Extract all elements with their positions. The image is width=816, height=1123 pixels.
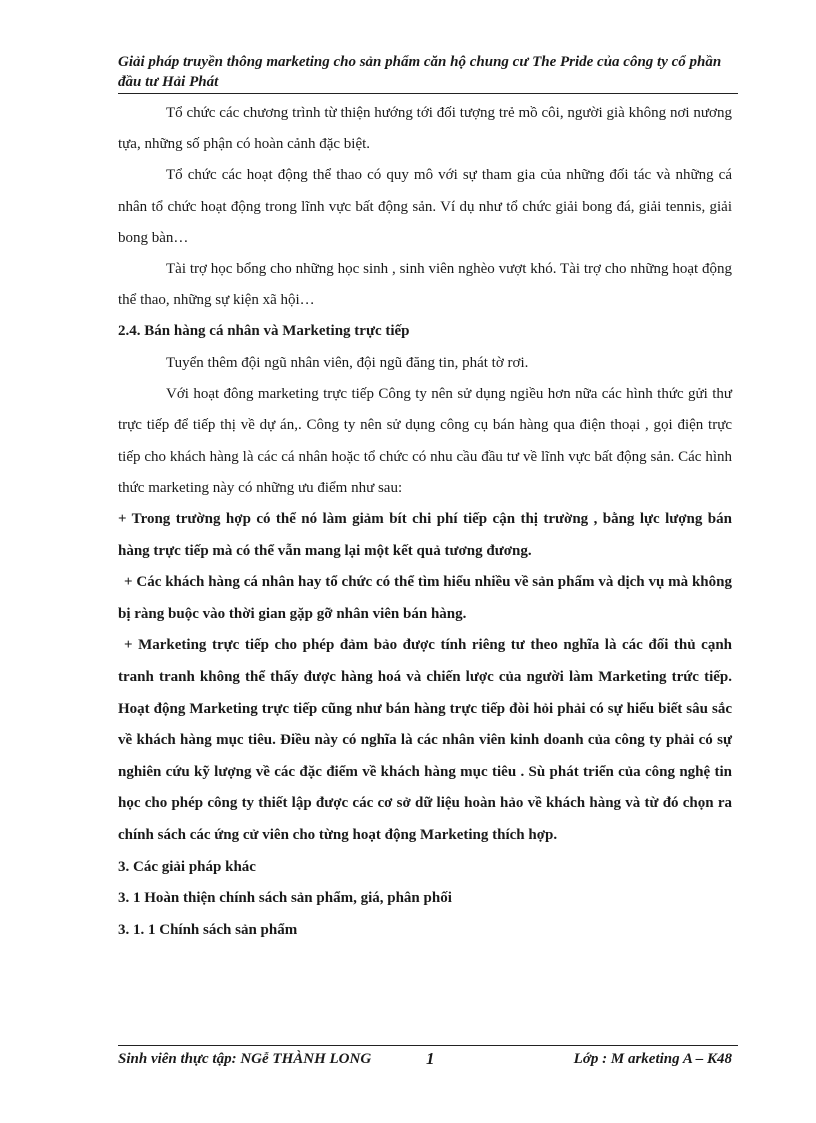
- document-title: Giải pháp truyền thông marketing cho sản phẩm căn hộ chung cư The Pride của công ty cổ phần đầu tư Hải Phát: [118, 54, 722, 90]
- paragraph-sponsorship: Tài trợ học bổng cho những học sinh , sinh viên nghèo vượt khó. Tài trợ cho những hoạt động thể thao, những sự kiện xã hội…: [118, 261, 732, 309]
- section-heading-2-4: 2.4. Bán hàng cá nhân và Marketing trực tiếp: [118, 323, 410, 340]
- paragraph-direct-marketing: Với hoạt đông marketing trực tiếp Công ty nên sử dụng ngiều hơn nữa các hình thức gửi thư trực tiếp để tiếp thị về dự án,. Công ty nên sử dụng công cụ bán hàng qua điện thoại , gọi điện trực tiếp cho khách hàng là các cá nhân hoặc tổ chức có nhu cầu đầu tư về lĩnh vực bất động sản. Các hình thức marketing này có những ưu điểm như sau:: [118, 386, 732, 496]
- footer-student-name: Sinh viên thực tập: NGễ THÀNH LONG: [118, 1051, 372, 1067]
- footer-page-number: 1: [426, 1049, 435, 1068]
- section-heading-3: 3. Các giải pháp khác: [118, 858, 256, 875]
- page-footer: [118, 1045, 738, 1073]
- paragraph-charity: Tổ chức các chương trình từ thiện hướng tới đối tượng trẻ mồ côi, người già không nơi nương tựa, những số phận có hoàn cảnh đặc biệt.: [118, 105, 732, 153]
- bullet-customer-freedom: + Các khách hàng cá nhân hay tổ chức có thể tìm hiểu nhiều về sản phẩm và dịch vụ mà không bị ràng buộc vào thời gian gặp gỡ nhân viên bán hàng.: [118, 574, 732, 622]
- section-heading-3-1-1: 3. 1. 1 Chính sách sản phẩm: [118, 921, 298, 938]
- paragraph-sports: Tổ chức các hoạt động thể thao có quy mô với sự tham gia của những đối tác và những cá nhân tổ chức hoạt động trong lĩnh vực bất động sản. Ví dụ như tổ chức giải bong đá, giải tennis, giải bong bàn…: [118, 167, 732, 246]
- page-content: [118, 98, 732, 946]
- paragraph-recruit: Tuyển thêm đội ngũ nhân viên, đội ngũ đăng tin, phát tờ rơi.: [166, 355, 529, 372]
- footer-class: Lớp : M arketing A – K48: [573, 1051, 732, 1067]
- bullet-cost-reduction: + Trong trường hợp có thể nó làm giảm bít chi phí tiếp cận thị trường , bằng lực lượng bán hàng trực tiếp mà có thể vẫn mang lại một kết quả tương đương.: [118, 511, 732, 559]
- section-heading-3-1: 3. 1 Hoàn thiện chính sách sản phẩm, giá, phân phối: [118, 890, 452, 907]
- page-header: [118, 52, 738, 94]
- bullet-privacy: + Marketing trực tiếp cho phép đảm bảo được tính riêng tư theo nghĩa là các đối thủ cạnh tranh tranh không thể thấy được hàng hoá và chiến lược của người làm Marketing trức tiếp. Hoạt động Marketing trực tiếp cũng như bán hàng trực tiếp đòi hỏi phải có sự hiểu biết sâu sắc về khách hàng mục tiêu. Điều này có nghĩa là các nhân viên kinh doanh của công ty phải có sự nghiên cứu kỹ lượng về các đặc điểm về khách hàng mục tiêu . Sù phát triển của công nghệ tin học cho phép công ty thiết lập được các cơ sở dữ liệu hoàn hảo về khách hàng và từ đó chọn ra chính sách các ứng cử viên cho từng hoạt động Marketing thích hợp.: [118, 637, 732, 843]
